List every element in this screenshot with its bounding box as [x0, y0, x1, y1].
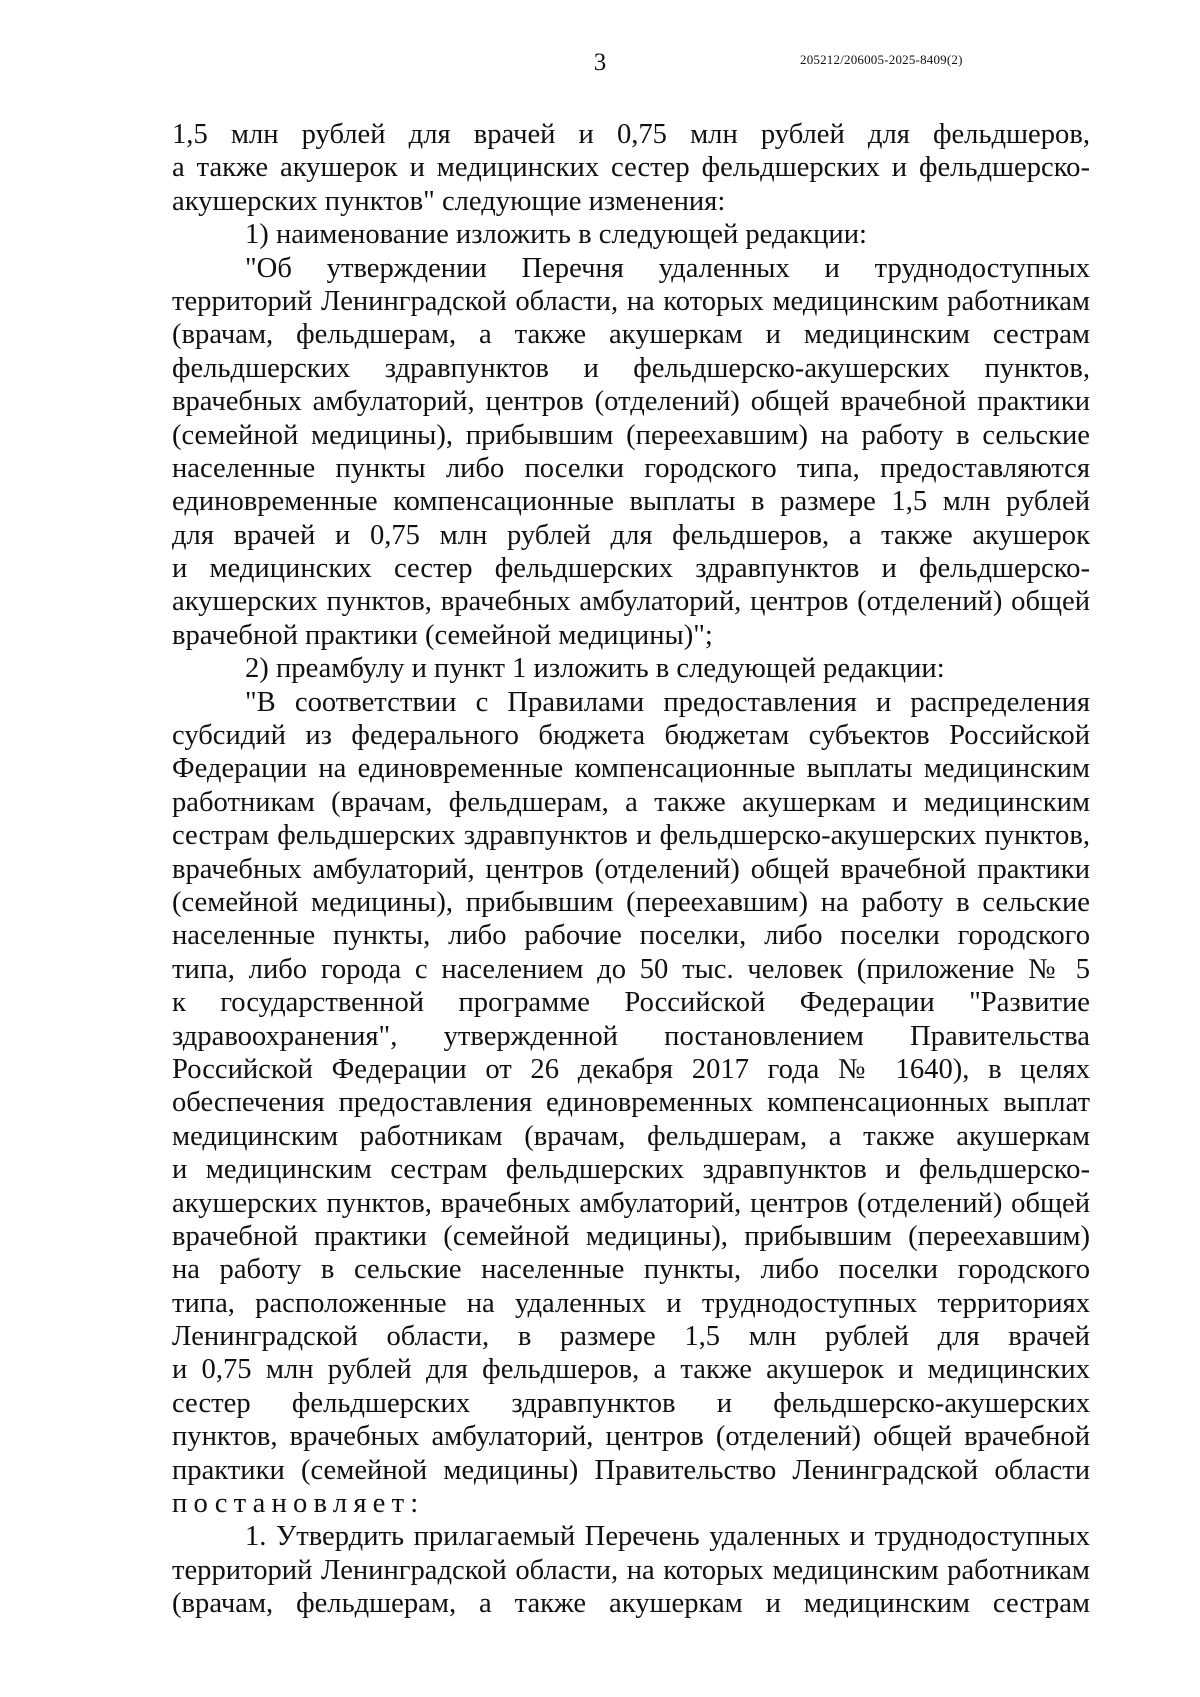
text-line: Федерации на единовременные компенсационные выплаты медицинским: [172, 753, 1090, 785]
text-line: акушерских пунктов, врачебных амбулаторий, центров (отделений) общей: [172, 1187, 1090, 1219]
text-line: пунктов, врачебных амбулаторий, центров (отделений) общей врачебной: [172, 1421, 1090, 1453]
text-line: (семейной медицины), прибывшим (переехавшим) на работу в сельские: [172, 419, 1090, 451]
text-line: к государственной программе Российской Федерации "Развитие: [172, 987, 1090, 1019]
text-line: населенные пункты либо поселки городского типа, предоставляются: [172, 452, 1090, 484]
text-line: единовременные компенсационные выплаты в размере 1,5 млн рублей: [172, 486, 1090, 518]
text-line: постановляет:: [172, 1488, 425, 1520]
text-line: Российской Федерации от 26 декабря 2017 года № 1640), в целях: [172, 1053, 1090, 1085]
text-line: работникам (врачам, фельдшерам, а также акушеркам и медицинским: [172, 786, 1090, 818]
text-line: "Об утверждении Перечня удаленных и труднодоступных: [245, 252, 1090, 284]
document-id: 205212/206005-2025-8409(2): [800, 52, 963, 67]
text-line: врачебных амбулаторий, центров (отделений) общей врачебной практики: [172, 853, 1090, 885]
text-line: акушерских пунктов" следующие изменения:: [172, 185, 726, 217]
text-line: а также акушерок и медицинских сестер фельдшерских и фельдшерско-: [172, 152, 1090, 184]
page-number: 3: [593, 49, 607, 76]
text-line: обеспечения предоставления единовременных компенсационных выплат: [172, 1087, 1090, 1119]
text-line: (врачам, фельдшерам, а также акушеркам и медицинским сестрам: [172, 319, 1090, 351]
text-line: территорий Ленинградской области, на которых медицинским работникам: [172, 1554, 1090, 1586]
text-line: типа, либо города с населением до 50 тыс. человек (приложение № 5: [172, 953, 1090, 985]
text-line: типа, расположенные на удаленных и труднодоступных территориях: [172, 1287, 1090, 1319]
text-line: врачебной практики (семейной медицины)";: [172, 619, 713, 651]
text-line: 1,5 млн рублей для врачей и 0,75 млн рублей для фельдшеров,: [172, 119, 1090, 150]
text-line: 2) преамбулу и пункт 1 изложить в следующей редакции:: [245, 653, 945, 685]
text-line: здравоохранения", утвержденной постановлением Правительства: [172, 1020, 1090, 1052]
text-line: и медицинских сестер фельдшерских здравпунктов и фельдшерско-: [172, 553, 1090, 585]
text-line: фельдшерских здравпунктов и фельдшерско-акушерских пунктов,: [172, 352, 1090, 384]
text-line: на работу в сельские населенные пункты, либо поселки городского: [172, 1254, 1090, 1286]
text-line: населенные пункты, либо рабочие поселки, либо поселки городского: [172, 920, 1090, 952]
text-line: сестрам фельдшерских здравпунктов и фельдшерско-акушерских пунктов,: [172, 820, 1090, 852]
text-line: сестер фельдшерских здравпунктов и фельдшерско-акушерских: [172, 1387, 1090, 1419]
text-line: (врачам, фельдшерам, а также акушеркам и медицинским сестрам: [172, 1588, 1090, 1620]
text-line: территорий Ленинградской области, на которых медицинским работникам: [172, 285, 1090, 317]
text-line: (семейной медицины), прибывшим (переехавшим) на работу в сельские: [172, 886, 1090, 918]
text-line: Ленинградской области, в размере 1,5 млн рублей для врачей: [172, 1321, 1090, 1353]
text-line: акушерских пунктов, врачебных амбулаторий, центров (отделений) общей: [172, 586, 1090, 618]
text-line: 1. Утвердить прилагаемый Перечень удаленных и труднодоступных: [245, 1521, 1090, 1553]
text-line: врачебной практики (семейной медицины), прибывшим (переехавшим): [172, 1220, 1090, 1252]
text-line: врачебных амбулаторий, центров (отделений) общей врачебной практики: [172, 386, 1090, 418]
text-line: медицинским работникам (врачам, фельдшерам, а также акушеркам: [172, 1120, 1090, 1152]
document-body: [172, 118, 1090, 1621]
text-line: для врачей и 0,75 млн рублей для фельдшеров, а также акушерок: [172, 519, 1090, 551]
text-line: и 0,75 млн рублей для фельдшеров, а также акушерок и медицинских: [172, 1354, 1090, 1386]
text-line: "В соответствии с Правилами предоставления и распределения: [245, 686, 1090, 718]
text-line: 1) наименование изложить в следующей редакции:: [245, 219, 867, 251]
text-line: субсидий из федерального бюджета бюджетам субъектов Российской: [172, 720, 1090, 752]
text-line: практики (семейной медицины) Правительство Ленинградской области: [172, 1454, 1090, 1486]
text-line: и медицинским сестрам фельдшерских здравпунктов и фельдшерско-: [172, 1154, 1090, 1186]
